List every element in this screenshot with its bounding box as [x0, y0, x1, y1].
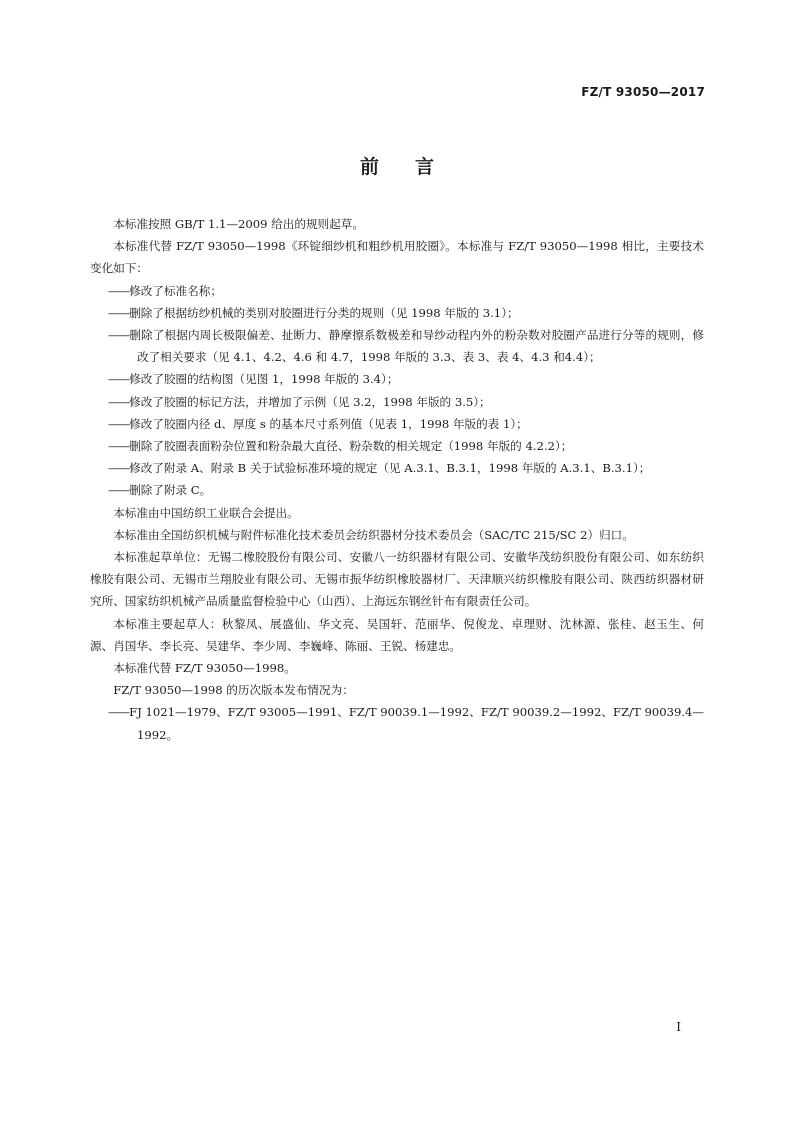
dash-mark: —— — [107, 328, 130, 343]
paragraph-drafting-units: 本标准起草单位：无锡二橡胶股份有限公司、安徽八一纺织器材有限公司、安徽华茂纺织股份有限公司、如东纺织橡胶有限公司、无锡市兰翔胶业有限公司、无锡市振华纺织橡胶器材厂、天津顺兴纺织橡胶有限公司、陕西纺织器材研究所、国家纺织机械产品质量监督检验中心（山西）、上海远东钢丝针布有限责任公司。 — [90, 550, 704, 609]
change-item: ——删除了胶圈表面粉杂位置和粉杂最大直径、粉杂数的相关规定（1998 年版的 4.2.2）； — [107, 439, 573, 454]
dash-mark: —— — [107, 483, 130, 498]
paragraph-drafters: 本标准主要起草人：秋黎凤、展盛仙、华文亮、吴国轩、范丽华、倪俊龙、卓理财、沈林源、张桂、赵玉生、何源、肖国华、李长亮、吴建华、李少周、李巍峰、陈丽、王锐、杨建忠。 — [90, 616, 704, 653]
dash-mark: —— — [107, 372, 130, 387]
paragraph-supersedes: 本标准代替 FZ/T 93050—1998。 — [113, 661, 296, 676]
dash-mark: —— — [107, 305, 130, 320]
change-item: ——删除了根据内周长极限偏差、扯断力、静摩擦系数极差和导纱动程内外的粉杂数对胶圈产品进行分等的规则，修改了相关要求（见 4.1、4.2、4.6 和 4.7，1998 年版的 3.3、表 3、表 4、4.3 和4.4）； — [107, 328, 704, 365]
paragraph-replacement: 本标准代替 FZ/T 93050—1998《环锭细纱机和粗纱机用胶圈》。本标准与 FZ/T 93050—1998 相比，主要技术变化如下： — [90, 239, 704, 276]
history-item: ——FJ 1021—1979、FZ/T 93005—1991、FZ/T 90039.1—1992、FZ/T 90039.2—1992、FZ/T 90039.4—1992。 — [107, 705, 704, 742]
change-item: ——修改了附录 A、附录 B 关于试验标准环境的规定（见 A.3.1、B.3.1，1998 年版的 A.3.1、B.3.1）； — [107, 461, 651, 476]
change-item: ——修改了胶圈内径 d、厚度 s 的基本尺寸系列值（见表 1，1998 年版的表 1）； — [107, 416, 528, 431]
change-item: ——删除了根据纺纱机械的类别对胶圈进行分类的规则（见 1998 年版的 3.1）； — [107, 305, 519, 320]
dash-mark: —— — [107, 705, 130, 720]
change-item: ——修改了胶圈的结构图（见图 1，1998 年版的 3.4）； — [107, 372, 399, 387]
standard-number: FZ/T 93050—2017 — [581, 85, 705, 99]
dash-mark: —— — [107, 439, 130, 454]
change-item: ——删除了附录 C。 — [107, 483, 212, 498]
dash-mark: —— — [107, 416, 130, 431]
foreword-body — [90, 213, 704, 746]
paragraph-committee: 本标准由全国纺织机械与附件标准化技术委员会纺织器材分技术委员会（SAC/TC 215/SC 2）归口。 — [113, 527, 634, 542]
change-item: ——修改了胶圈的标记方法，并增加了示例（见 3.2，1998 年版的 3.5）； — [107, 394, 491, 409]
paragraph-history-intro: FZ/T 93050—1998 的历次版本发布情况为： — [113, 683, 354, 698]
paragraph-drafting-rules: 本标准按照 GB/T 1.1—2009 给出的规则起草。 — [113, 217, 364, 231]
paragraph-proposer: 本标准由中国纺织工业联合会提出。 — [113, 505, 299, 520]
dash-mark: —— — [107, 283, 130, 298]
dash-mark: —— — [107, 461, 130, 476]
page-number: I — [676, 1020, 681, 1034]
page-title: 前言 — [359, 156, 470, 178]
dash-mark: —— — [107, 394, 130, 409]
change-item: ——修改了标准名称； — [107, 283, 222, 298]
